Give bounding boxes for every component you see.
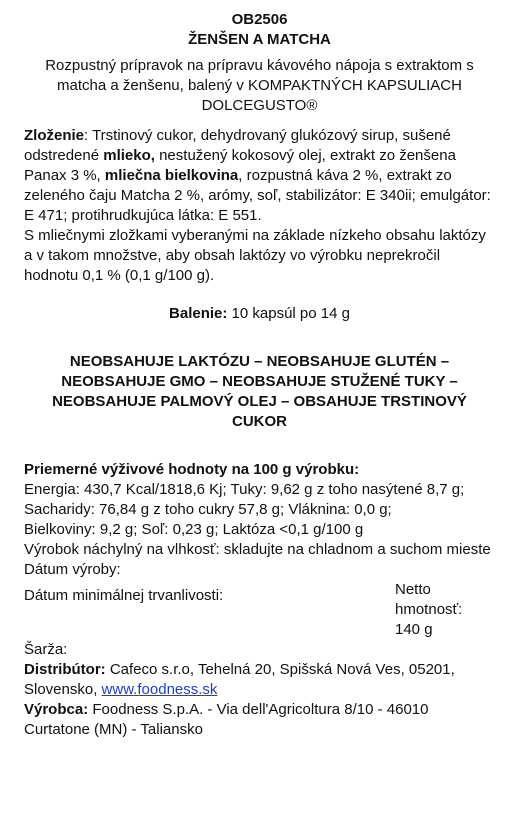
distributor-info (24, 660, 495, 700)
composition-paragraph (24, 126, 495, 226)
producer-label: Výrobca: (24, 701, 89, 718)
claim-line: NEOBSAHUJE PALMOVÝ OLEJ – OBSAHUJE TRSTINOVÝ CUKOR (52, 393, 467, 430)
product-intro: Rozpustný prípravok na prípravu kávového nápoja s extraktom s matcha a ženšenu, balený v KOMPAKTNÝCH KAPSULIACH DOLCEGUSTO® (45, 57, 474, 114)
composition-allergen-protein: mliečna bielkovina (104, 167, 239, 184)
packaging-line (24, 304, 495, 324)
net-weight-value: 140 g (395, 621, 433, 638)
lactose-note: S mliečnymi zložkami vyberanými na základe nízkeho obsahu laktózy a v takom množstve, aby obsah laktózy vo výrobku neprekročil hodnotu 0,1 % (0,1 g/100 g). (24, 227, 486, 284)
claim-line: NEOBSAHUJE LAKTÓZU – NEOBSAHUJE GLUTÉN – (69, 353, 450, 370)
producer-info (24, 700, 495, 740)
composition-allergen-milk: mlieko, (103, 147, 155, 164)
storage-note: Výrobok náchylný na vlhkosť: skladujte na chladnom a suchom mieste (24, 541, 491, 558)
distributor-label: Distribútor: (24, 661, 106, 678)
composition-text-1: : Trstinový cukor, dehydrovaný glukózový sirup, sušené odstredené (24, 127, 451, 164)
product-code: OB2506 (231, 11, 288, 28)
packaging-value: 10 kapsúl po 14 g (227, 305, 350, 322)
composition-label: Zloženie (24, 127, 85, 144)
packaging-label: Balenie: (169, 305, 228, 322)
dates-weight-row (24, 580, 495, 640)
nutrition-energy-fat: Energia: 430,7 Kcal/1818,6 Kj; Tuky: 9,62 g z toho nasýtené 8,7 g; (24, 481, 465, 498)
batch-label: Šarža: (24, 641, 68, 658)
nutrition-protein-salt: Bielkoviny: 9,2 g; Soľ: 0,23 g; Laktóza <0,1 g/100 g (24, 521, 364, 538)
composition-text-2: nestužený kokosový olej, extrakt zo ženšena Panax 3 %, (24, 147, 456, 184)
net-weight-label: Netto hmotnosť: (395, 581, 463, 618)
best-before-label: Dátum minimálnej trvanlivosti: (24, 587, 224, 604)
distributor-text: Cafeco s.r.o, Tehelná 20, Spišská Nová Ves, 05201, Slovensko, (24, 661, 455, 698)
producer-text: Foodness S.p.A. - Via dell'Agricoltura 8/10 - 46010 Curtatone (MN) - Taliansko (24, 701, 429, 738)
website-link[interactable]: www.foodness.sk (101, 681, 218, 698)
composition-text-3: , rozpustná káva 2 %, extrakt zo zeleného čaju Matcha 2 %, arómy, soľ, stabilizátor: E 340ii; emulgátor: E 471; protihrudkujúca látka: E 551. (24, 167, 491, 224)
claim-line: NEOBSAHUJE GMO – NEOBSAHUJE STUŽENÉ TUKY – (61, 373, 458, 390)
product-title: ŽENŠEN A MATCHA (188, 31, 331, 48)
net-weight-block (395, 580, 495, 640)
free-from-claims (24, 352, 495, 432)
nutrition-heading: Priemerné výživové hodnoty na 100 g výrobku: (24, 461, 360, 478)
production-date-label: Dátum výroby: (24, 561, 121, 578)
nutrition-carbs-fiber: Sacharidy: 76,84 g z toho cukry 57,8 g; Vláknina: 0,0 g; (24, 501, 392, 518)
